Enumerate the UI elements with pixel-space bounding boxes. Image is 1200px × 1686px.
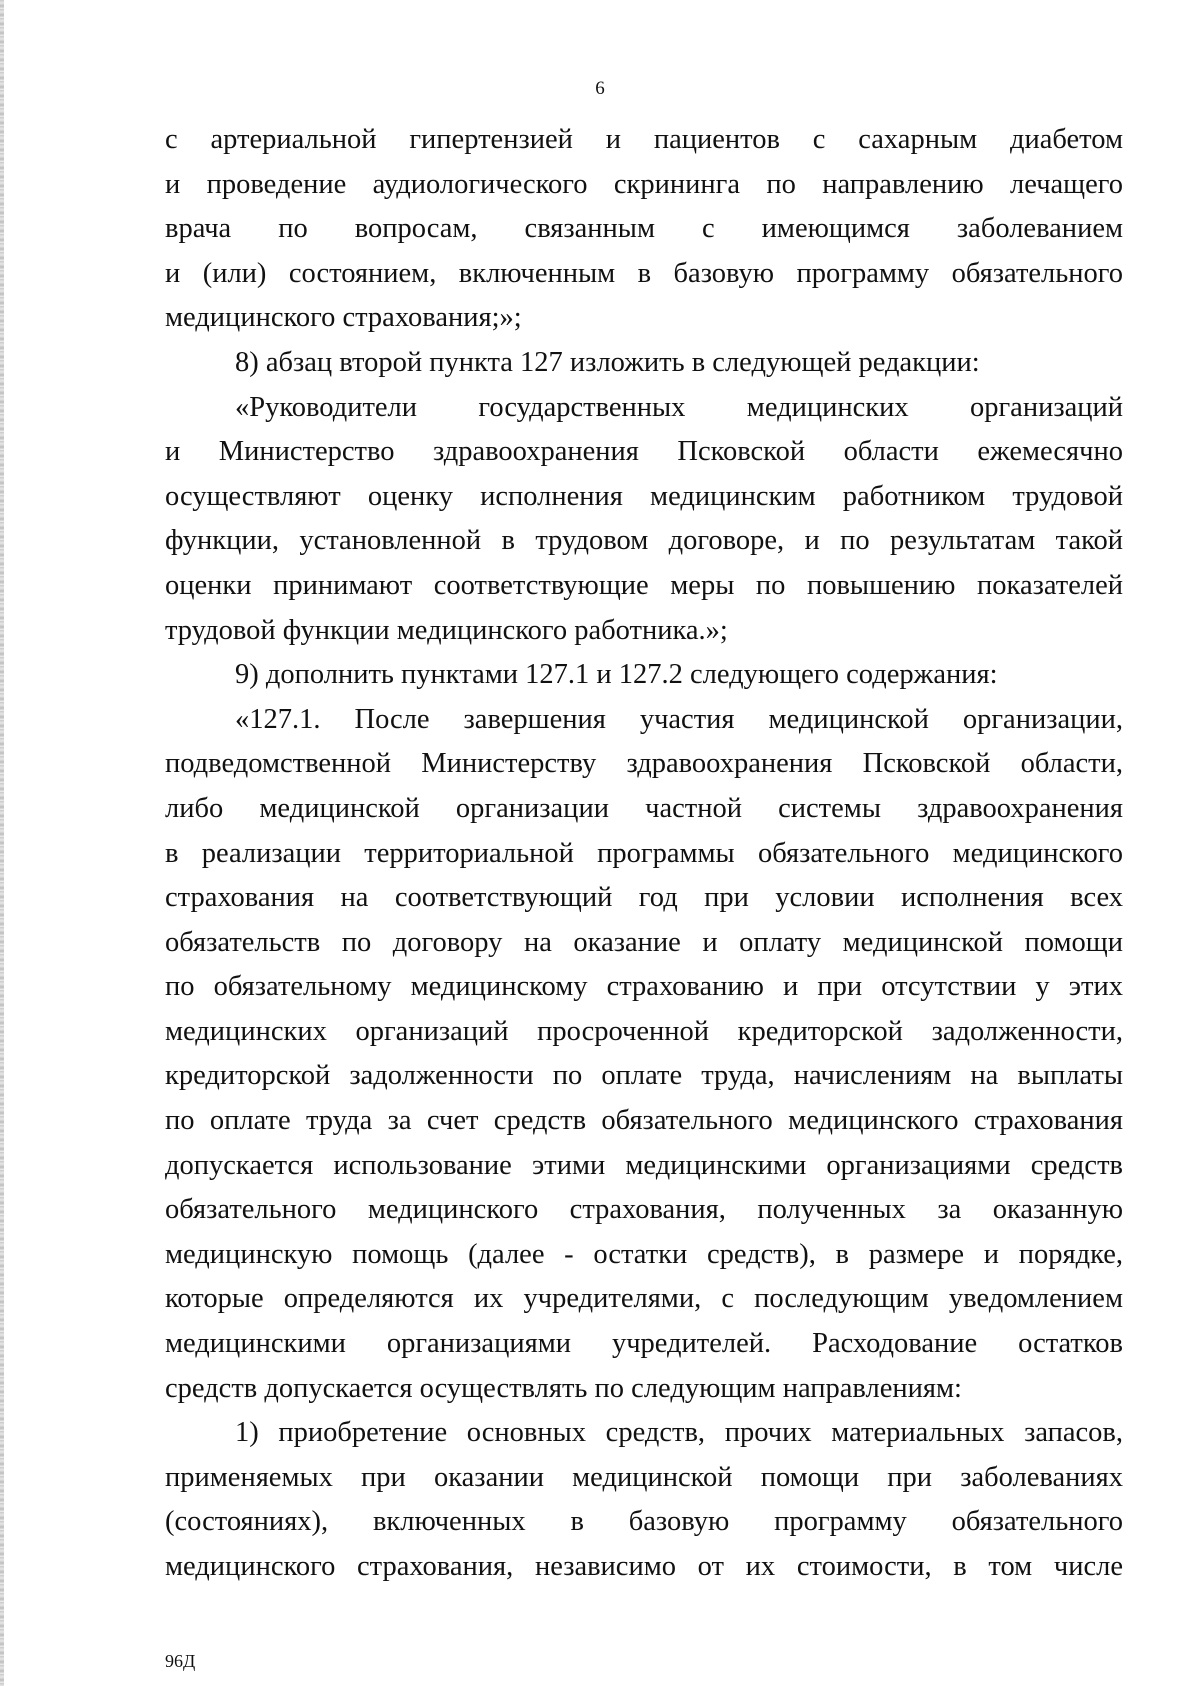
- text-line: допускается использование этими медицинскими организациями средств: [165, 1149, 1123, 1181]
- text-line: с артериальной гипертензией и пациентов с сахарным диабетом: [165, 124, 1123, 155]
- paragraph-p6: [165, 1411, 1123, 1589]
- text-line: страхования на соответствующий год при условии исполнения всех: [165, 882, 1123, 914]
- text-line: и (или) состоянием, включенным в базовую программу обязательного: [165, 257, 1123, 289]
- text-line: 9) дополнить пунктами 127.1 и 127.2 следующего содержания:: [235, 659, 998, 691]
- paragraph-p1: [165, 118, 1123, 341]
- text-line: трудовой функции медицинского работника.»;: [165, 614, 728, 646]
- footer-code: 96Д: [165, 1651, 196, 1671]
- text-line: «127.1. После завершения участия медицинской организации,: [235, 703, 1123, 735]
- text-line: подведомственной Министерству здравоохранения Псковской области,: [165, 748, 1123, 780]
- body-text: [165, 118, 1123, 1590]
- page-number: 6: [595, 78, 605, 99]
- text-line: 1) приобретение основных средств, прочих материальных запасов,: [235, 1417, 1123, 1449]
- text-line: которые определяются их учредителями, с последующим уведомлением: [165, 1283, 1123, 1315]
- text-line: медицинскую помощь (далее - остатки средств), в размере и порядке,: [165, 1238, 1123, 1270]
- text-line: «Руководители государственных медицинских организаций: [235, 391, 1123, 423]
- text-line: 8) абзац второй пункта 127 изложить в следующей редакции:: [235, 346, 980, 378]
- paragraph-p2: [165, 341, 1123, 386]
- text-line: медицинских организаций просроченной кредиторской задолженности,: [165, 1015, 1123, 1047]
- scan-edge: [0, 0, 4, 1686]
- text-line: и Министерство здравоохранения Псковской области ежемесячно: [165, 436, 1123, 468]
- text-line: кредиторской задолженности по оплате труда, начислениям на выплаты: [165, 1060, 1123, 1092]
- text-line: функции, установленной в трудовом договоре, и по результатам такой: [165, 525, 1123, 557]
- text-line: медицинскими организациями учредителей. Расходование остатков: [165, 1328, 1123, 1360]
- text-line: медицинского страхования, независимо от их стоимости, в том числе: [165, 1551, 1123, 1582]
- text-line: и проведение аудиологического скрининга по направлению лечащего: [165, 168, 1123, 200]
- text-line: обязательств по договору на оказание и оплату медицинской помощи: [165, 926, 1123, 958]
- text-line: в реализации территориальной программы обязательного медицинского: [165, 837, 1123, 869]
- text-line: медицинского страхования;»;: [165, 302, 522, 334]
- text-line: применяемых при оказании медицинской помощи при заболеваниях: [165, 1461, 1123, 1493]
- text-line: осуществляют оценку исполнения медицинским работником трудовой: [165, 480, 1123, 512]
- text-line: по обязательному медицинскому страхованию и при отсутствии у этих: [165, 971, 1123, 1003]
- text-line: обязательного медицинского страхования, полученных за оказанную: [165, 1194, 1123, 1226]
- paragraph-p5: [165, 698, 1123, 1412]
- text-line: либо медицинской организации частной системы здравоохранения: [165, 792, 1123, 824]
- text-line: врача по вопросам, связанным с имеющимся заболеванием: [165, 213, 1123, 245]
- text-line: средств допускается осуществлять по следующим направлениям:: [165, 1372, 962, 1404]
- paragraph-p4: [165, 653, 1123, 698]
- paragraph-p3: [165, 386, 1123, 654]
- text-line: по оплате труда за счет средств обязательного медицинского страхования: [165, 1105, 1123, 1137]
- text-line: (состояниях), включенных в базовую программу обязательного: [165, 1506, 1123, 1538]
- text-line: оценки принимают соответствующие меры по повышению показателей: [165, 569, 1123, 601]
